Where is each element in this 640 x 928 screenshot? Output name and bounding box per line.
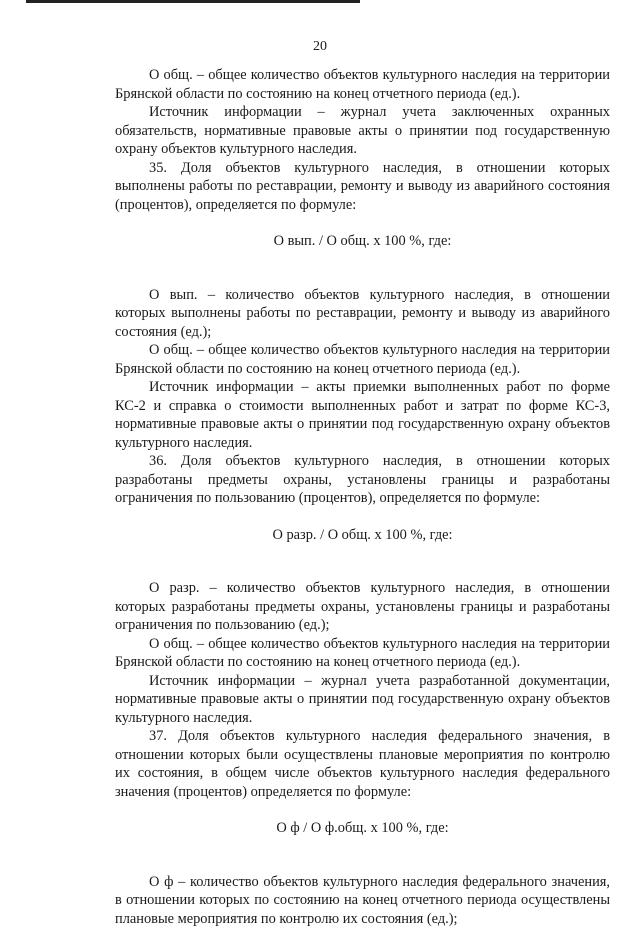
formula-37: О ф / О ф.общ. х 100 %, где: xyxy=(115,819,610,838)
formula-35: О вып. / О общ. х 100 %, где: xyxy=(115,232,610,251)
paragraph-o-obshch-definition: О общ. – общее количество объектов культурного наследия на территории Брянской области по состоянию на конец отчетного периода (ед.). xyxy=(115,341,610,378)
paragraph-source-info: Источник информации – журнал учета разработанной документации, нормативные правовые акты о принятии под государственную охрану объектов культурного наследия. xyxy=(115,672,610,728)
paragraph-o-razr-definition: О разр. – количество объектов культурного наследия, в отношении которых разработаны предметы охраны, установлены границы и разработаны ограничения по пользованию (ед.); xyxy=(115,579,610,635)
paragraph-o-obshch-definition: О общ. – общее количество объектов культурного наследия на территории Брянской области по состоянию на конец отчетного периода (ед.). xyxy=(115,635,610,672)
paragraph-o-vyp-definition: О вып. – количество объектов культурного наследия, в отношении которых выполнены работы по реставрации, ремонту и выводу из аварийного состояния (ед.); xyxy=(115,286,610,342)
document-body xyxy=(115,66,610,928)
paragraph-source-info: Источник информации – журнал учета заключенных охранных обязательств, нормативные правовые акты о принятии под государственную охрану объектов культурного наследия. xyxy=(115,103,610,159)
paragraph-item-36: 36. Доля объектов культурного наследия, в отношении которых разработаны предметы охраны, установлены границы и разработаны ограничения по пользованию (процентов), определяется по формуле: xyxy=(115,452,610,508)
formula-36: О разр. / О общ. х 100 %, где: xyxy=(115,526,610,545)
paragraph-item-37: 37. Доля объектов культурного наследия федерального значения, в отношении которых были осуществлены плановые мероприятия по контролю их состояния, в общем числе объектов культурного наследия федерального значения (процентов) определяется по формуле: xyxy=(115,727,610,801)
paragraph-o-f-definition: О ф – количество объектов культурного наследия федерального значения, в отношении которых по состоянию на конец отчетного периода осуществлены плановые мероприятия по контролю их состояния (ед.); xyxy=(115,873,610,928)
paragraph-item-35: 35. Доля объектов культурного наследия, в отношении которых выполнены работы по реставрации, ремонту и выводу из аварийного состояния (процентов), определяется по формуле: xyxy=(115,159,610,215)
paragraph-source-info: Источник информации – акты приемки выполненных работ по форме КС-2 и справка о стоимости выполненных работ и затрат по форме КС-3, нормативные правовые акты о принятии под государственную охрану объектов культурного наследия. xyxy=(115,378,610,452)
scan-edge-line xyxy=(26,0,360,3)
page-number: 20 xyxy=(0,39,640,55)
paragraph-o-obshch-definition: О общ. – общее количество объектов культурного наследия на территории Брянской области по состоянию на конец отчетного периода (ед.). xyxy=(115,66,610,103)
